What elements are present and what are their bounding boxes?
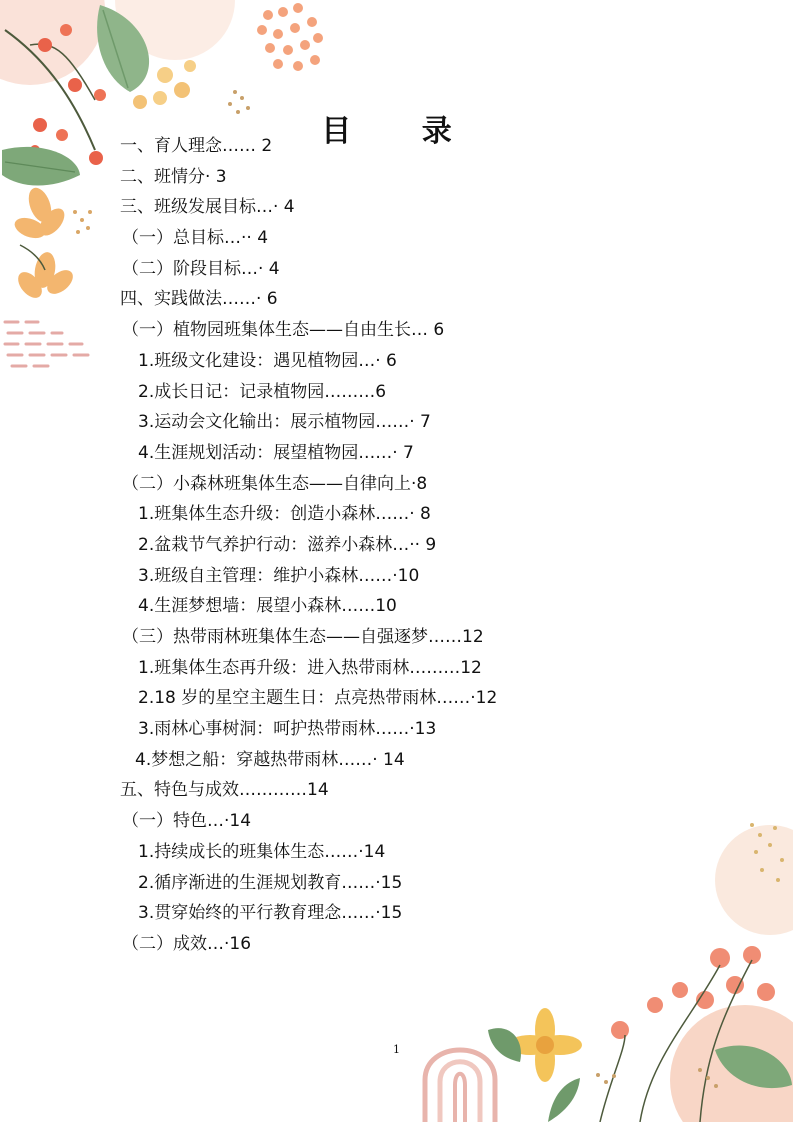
toc-entry[interactable]: 4.生涯梦想墙：展望小森林……10 <box>138 596 397 617</box>
toc-entry[interactable]: （一）植物园班集体生态——自由生长… 6 <box>122 320 445 341</box>
toc-entry[interactable]: （一）总目标…·· 4 <box>122 228 269 249</box>
toc-entry[interactable]: 2.盆栽节气养护行动：滋养小森林…·· 9 <box>138 534 437 555</box>
toc-entry[interactable]: 1.班集体生态再升级：进入热带雨林………12 <box>138 657 482 678</box>
toc-entry[interactable]: 四、实践做法……· 6 <box>120 289 278 310</box>
toc-entry[interactable]: 3.贯穿始终的平行教育理念……·15 <box>138 903 403 924</box>
toc-entry[interactable]: 1.持续成长的班集体生态……·14 <box>138 841 386 862</box>
toc-entry[interactable]: 1.班级文化建设：遇见植物园…· 6 <box>138 350 397 371</box>
toc-list <box>0 131 793 960</box>
toc-entry[interactable]: 2.18 岁的星空主题生日：点亮热带雨林……·12 <box>138 688 498 709</box>
toc-entry[interactable]: 3.运动会文化输出：展示植物园……· 7 <box>138 412 431 433</box>
toc-entry[interactable]: （二）阶段目标…· 4 <box>122 258 280 279</box>
page-title: 目 录 <box>321 114 482 150</box>
toc-entry[interactable]: 三、班级发展目标…· 4 <box>120 197 295 218</box>
toc-entry[interactable]: 二、班情分· 3 <box>120 166 227 187</box>
toc-entry[interactable]: （二）成效…·16 <box>122 933 252 954</box>
toc-entry[interactable]: 一、育人理念…… 2 <box>120 136 273 156</box>
toc-entry[interactable]: 五、特色与成效…………14 <box>120 780 329 801</box>
toc-entry[interactable]: 2.成长日记：记录植物园………6 <box>138 381 387 402</box>
toc-entry[interactable]: （一）特色…·14 <box>122 811 252 832</box>
toc-entry[interactable]: 3.雨林心事树洞：呵护热带雨林……·13 <box>138 719 437 740</box>
toc-entry[interactable]: 3.班级自主管理：维护小森林……·10 <box>138 565 420 586</box>
toc-entry[interactable]: （二）小森林班集体生态——自律向上·8 <box>122 473 428 494</box>
page-number: 1 <box>393 1043 400 1056</box>
toc-entry[interactable]: 2.循序渐进的生涯规划教育……·15 <box>138 872 403 893</box>
toc-entry[interactable]: （三）热带雨林班集体生态——自强逐梦……12 <box>122 627 484 647</box>
toc-entry[interactable]: 4.梦想之船：穿越热带雨林……· 14 <box>135 749 405 770</box>
toc-entry[interactable]: 1.班集体生态升级：创造小森林……· 8 <box>138 504 431 525</box>
toc-entry[interactable]: 4.生涯规划活动：展望植物园……· 7 <box>138 442 414 463</box>
